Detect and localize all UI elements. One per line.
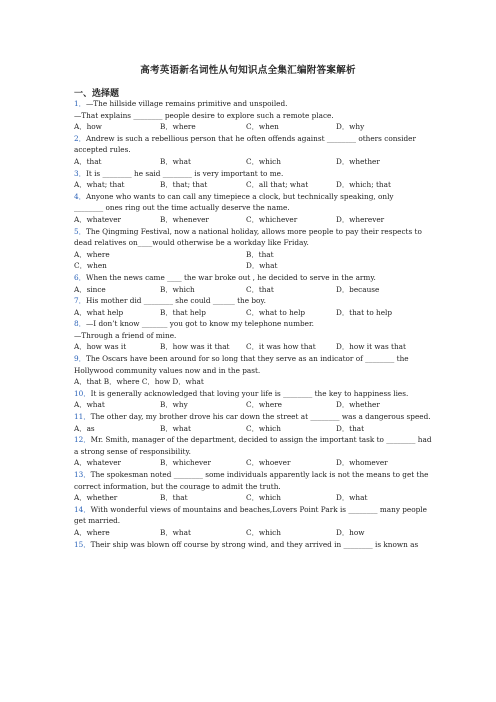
question-line <box>74 515 424 527</box>
answer-option[interactable]: B．that; that <box>160 180 208 190</box>
question-line <box>74 272 424 284</box>
answer-option[interactable]: B．why <box>160 400 188 410</box>
answer-options <box>74 399 424 411</box>
question-number: 7． <box>74 296 86 306</box>
question-item <box>74 318 424 353</box>
question-number: 4． <box>74 191 86 201</box>
question-item <box>74 98 424 133</box>
answer-options <box>74 307 424 319</box>
answer-option[interactable]: D．that <box>336 423 365 433</box>
question-item <box>74 388 424 411</box>
answer-option[interactable]: D．whether <box>336 400 380 410</box>
answer-options <box>74 156 424 168</box>
answer-option[interactable]: C．that <box>246 284 274 294</box>
question-text: It is generally acknowledged that loving your life is ________ the key to happiness lies. <box>90 388 409 398</box>
answer-option[interactable]: C．whichever <box>246 214 298 224</box>
answer-option[interactable]: D．why <box>336 122 365 132</box>
question-line <box>74 133 424 145</box>
answer-option[interactable]: D．which; that <box>336 180 391 190</box>
answer-option[interactable]: C．which <box>246 156 281 166</box>
answer-option[interactable]: A．what <box>74 400 105 410</box>
answer-option[interactable]: B．that <box>246 249 274 259</box>
question-number: 9． <box>74 354 86 364</box>
answer-option[interactable]: B．where <box>160 122 196 132</box>
question-item <box>74 434 432 469</box>
answer-option[interactable]: A．where <box>74 527 110 537</box>
answer-options <box>74 121 424 133</box>
question-item <box>74 353 424 388</box>
answer-option[interactable]: C．which <box>246 493 281 503</box>
answer-option[interactable]: B．how was it that <box>160 342 230 352</box>
question-line <box>74 330 424 342</box>
question-number: 12． <box>74 435 91 445</box>
question-text: —I don’t know _______ you got to know my telephone number. <box>85 319 314 329</box>
question-line <box>74 98 424 110</box>
question-text: When the news came ____ the war broke out , he decided to serve in the army. <box>85 272 376 282</box>
question-line <box>74 353 424 365</box>
answer-option[interactable]: B．that <box>160 493 188 503</box>
question-number: 14． <box>74 504 91 514</box>
question-line <box>74 318 424 330</box>
answer-option[interactable]: B．what <box>160 156 191 166</box>
question-line <box>74 481 424 493</box>
answer-option[interactable]: A．as <box>74 423 95 433</box>
section-heading: 一、选择题 <box>74 89 120 99</box>
question-list <box>74 98 432 550</box>
answer-option[interactable]: B．whenever <box>160 214 209 224</box>
answer-option[interactable]: D．what <box>246 261 278 271</box>
answer-option[interactable]: C．which <box>246 527 281 537</box>
question-item <box>74 168 424 191</box>
answer-option[interactable]: C．it was how that <box>246 342 316 352</box>
question-item <box>74 191 424 226</box>
question-line <box>74 446 424 458</box>
answer-option[interactable]: B．what <box>160 527 191 537</box>
question-text: a strong sense of responsibility. <box>74 446 191 456</box>
question-number: 10． <box>74 388 91 398</box>
question-line <box>74 295 424 307</box>
answer-option[interactable]: A．whether <box>74 493 118 503</box>
question-line <box>74 434 432 446</box>
question-text: The spokesman noted ________ some individuals apparently lack is not the means to get the <box>90 470 429 479</box>
answer-options <box>74 423 424 435</box>
question-line <box>74 237 424 249</box>
answer-option[interactable]: A．where <box>74 249 110 259</box>
answer-options <box>74 249 424 261</box>
answer-option[interactable]: A．that <box>74 156 102 166</box>
question-item <box>74 295 424 318</box>
question-line <box>74 202 424 214</box>
answer-option[interactable]: A．whatever <box>74 458 122 468</box>
answer-options <box>74 527 424 539</box>
answer-option[interactable]: A．what; that <box>74 180 125 190</box>
question-line <box>74 168 424 180</box>
question-text: ________ ones ring out the time actually deserve the name. <box>74 203 290 213</box>
answer-option[interactable]: C．which <box>246 423 281 433</box>
answer-option[interactable]: B．whichever <box>160 458 211 468</box>
question-number: 5． <box>74 226 86 236</box>
answer-options <box>74 260 424 272</box>
answer-option[interactable]: D．wherever <box>336 214 385 224</box>
question-number: 3． <box>74 168 86 178</box>
question-text: The other day, my brother drove his car down the street at ________ was a dangerous speed. <box>90 412 431 422</box>
question-text: The Qingming Festival, now a national holiday, allows more people to pay their respects to <box>85 226 422 236</box>
answer-options <box>74 457 424 469</box>
question-item <box>74 272 424 295</box>
question-text: —The hillside village remains primitive and unspoiled. <box>85 99 288 108</box>
answer-options <box>74 214 424 226</box>
question-number: 8． <box>74 319 86 329</box>
question-line <box>74 411 431 423</box>
answer-option[interactable]: D．how it was that <box>336 342 406 352</box>
question-number: 6． <box>74 272 86 282</box>
question-text: Their ship was blown off course by strong wind, and they arrived in ________ is known as <box>90 539 419 549</box>
question-number: 11． <box>74 412 91 422</box>
question-line <box>74 539 424 551</box>
question-text: Andrew is such a rebellious person that he often offends against ________ others consider <box>85 133 416 143</box>
question-line <box>74 110 424 122</box>
question-text: accepted rules. <box>74 145 131 155</box>
answer-options <box>74 492 424 504</box>
answer-options <box>74 284 424 296</box>
question-line <box>74 144 424 156</box>
question-item <box>74 133 424 168</box>
question-item <box>74 469 429 504</box>
question-text: His mother did ________ she could ______ the boy. <box>85 296 266 306</box>
answer-option[interactable]: B．what <box>160 423 191 433</box>
question-line <box>74 365 424 377</box>
answer-option[interactable]: B．that help <box>160 307 206 317</box>
question-text: Hollywood community values now and in the past. <box>74 365 261 375</box>
answer-option[interactable]: C．whoever <box>246 458 291 468</box>
answer-option[interactable]: A．whatever <box>74 214 122 224</box>
answer-option[interactable]: D．because <box>336 284 380 294</box>
answer-options <box>74 179 424 191</box>
answer-options <box>74 341 424 353</box>
question-line <box>74 226 424 238</box>
question-text: —That explains ________ people desire to explore such a remote place. <box>74 110 334 120</box>
question-text: Mr. Smith, manager of the department, decided to assign the important task to ________ had <box>90 435 432 445</box>
question-text: It is ________ he said ________ is very important to me. <box>85 168 284 178</box>
document-title: 高考英语新名词性从句知识点全集汇编附答案解析 <box>140 65 356 76</box>
answer-option[interactable]: C．all that; what <box>246 180 309 190</box>
question-line <box>74 469 429 481</box>
question-item <box>74 539 424 551</box>
question-item <box>74 504 427 539</box>
question-text: get married. <box>74 516 121 526</box>
question-line <box>74 191 424 203</box>
answer-option[interactable]: B．which <box>160 284 195 294</box>
answer-option[interactable]: D．whether <box>336 156 380 166</box>
question-text: correct information, but the courage to admit the truth. <box>74 481 281 491</box>
question-line <box>74 388 424 400</box>
question-text: dead relatives on____would otherwise be a workday like Friday. <box>74 238 309 248</box>
question-number: 13． <box>74 470 91 479</box>
question-text: Anyone who wants to can call any timepiece a clock, but technically speaking, only <box>85 191 394 201</box>
answer-option[interactable]: A．how <box>74 122 102 132</box>
answer-options: A．that B．where C．how D．what <box>74 377 204 387</box>
question-number: 2． <box>74 133 86 143</box>
answer-option[interactable]: D．how <box>336 527 365 537</box>
question-number: 1． <box>74 99 86 108</box>
question-text: —Through a friend of mine. <box>74 330 177 340</box>
question-number: 15． <box>74 539 91 549</box>
question-item <box>74 411 431 434</box>
question-text: With wonderful views of mountains and beaches,Lovers Point Park is ________ many people <box>90 504 427 514</box>
answer-option[interactable]: C．when <box>74 261 107 271</box>
answer-option[interactable]: C．what to help <box>246 307 306 317</box>
answer-option[interactable]: D．whomever <box>336 458 388 468</box>
question-line <box>74 504 427 516</box>
answer-option[interactable]: A．since <box>74 284 106 294</box>
question-item <box>74 226 424 272</box>
answer-option[interactable]: D．that to help <box>336 307 393 317</box>
question-text: The Oscars have been around for so long that they serve as an indicator of ________ the <box>85 354 409 364</box>
answer-option[interactable]: C．when <box>246 122 279 132</box>
answer-option[interactable]: D．what <box>336 493 368 503</box>
answer-option[interactable]: A．what help <box>74 307 124 317</box>
answer-option[interactable]: C．where <box>246 400 282 410</box>
answer-option[interactable]: A．how was it <box>74 342 127 352</box>
